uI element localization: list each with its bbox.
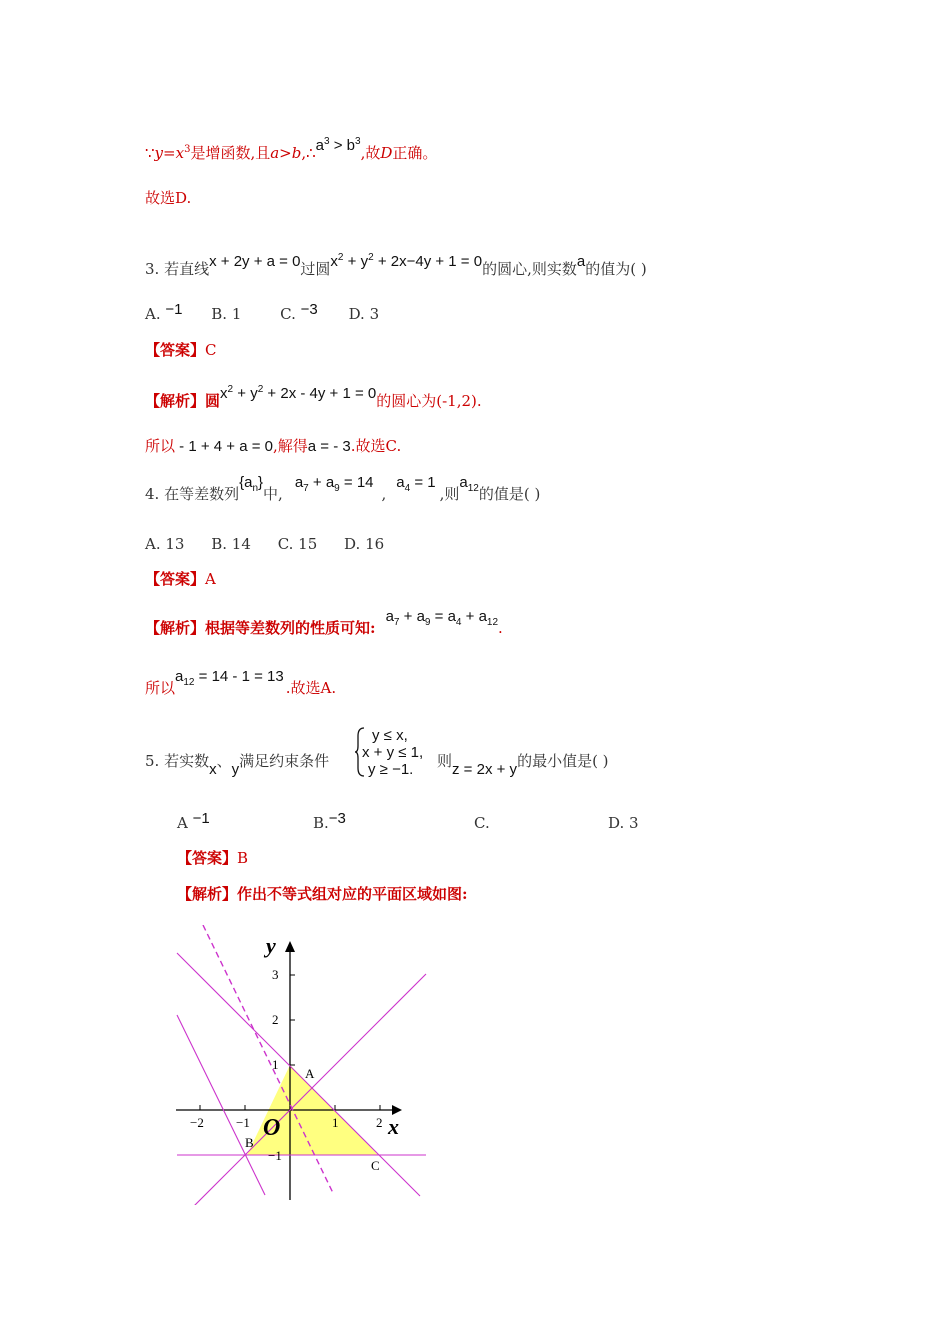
q5-answer <box>177 848 248 868</box>
x-tick-1: −2 <box>190 1115 204 1130</box>
q4-answer-label: 【答案】 <box>145 570 206 588</box>
q4-analysis: 【解析】根据等差数列的性质可知$:a_7 + a_9 = a_4 + a_{12}$. <box>145 608 503 637</box>
q4-stem-a: 4. 在等差数列 <box>145 485 240 503</box>
x-tick-4: 2 <box>376 1115 383 1130</box>
q5-objective: z = 2x + y <box>452 761 518 778</box>
x-tick-2: −1 <box>236 1115 250 1130</box>
q5-constraint-2: x + y ≤ 1, <box>362 744 424 761</box>
q3-answer-label: 【答案】 <box>145 341 206 359</box>
q3-stem-d: 的值为( ) <box>585 260 647 278</box>
q4-cond1: a <box>294 474 304 491</box>
q3-conclusion <box>145 436 401 457</box>
q5-analysis <box>177 884 468 904</box>
q5-option-b[interactable]: B.−3 <box>313 810 346 832</box>
q5-stem-a: 5. 若实数 <box>145 752 210 770</box>
prev-solution-line <box>145 136 438 164</box>
prev-choose: 故选D. <box>145 189 192 207</box>
y-tick-1: 3 <box>272 967 279 982</box>
q4-option-b[interactable]: B. 14 <box>211 535 251 553</box>
conclusion-pre: ,故 <box>360 144 381 162</box>
b3-exp: 3 <box>355 136 361 147</box>
q5-analysis-label: 【解析】 <box>177 885 238 903</box>
q5-stem-left: 5. 若实数x、y满足约束条件 <box>145 752 330 778</box>
q3-stem-c: 的圆心,则实数 <box>482 260 577 278</box>
q5-answer-label: 【答案】 <box>177 849 238 867</box>
y-tick-3: 1 <box>272 1057 279 1072</box>
q5-stem-right <box>437 751 609 778</box>
point-c-label: C <box>371 1158 380 1173</box>
q3-option-a[interactable]: A. −1 <box>145 301 183 323</box>
q3-stem-b: 过圆 <box>300 260 331 278</box>
q3-analysis-label: 【解析】 <box>145 392 206 410</box>
q4-option-c[interactable]: C. 15 <box>277 535 318 553</box>
q3-so-result: a = - 3 <box>307 438 351 455</box>
q3-so-b: ,解得 <box>273 437 308 455</box>
q5-stem-d: 的最小值是( ) <box>517 752 609 770</box>
increasing-text: 是增函数,且 <box>190 144 271 162</box>
y-axis-arrow-icon <box>285 941 295 952</box>
q3-analysis-b: 的圆心为(-1,2). <box>376 392 482 410</box>
q4-stem-c: ,则 <box>439 485 460 503</box>
q3-line-equation: x + 2y + a = 0 <box>209 253 301 270</box>
q5-option-a[interactable]: A −1 <box>177 810 210 832</box>
a3: a <box>315 137 324 154</box>
q3-var-a: a <box>576 253 586 270</box>
q3-analysis-circle: + 2x - 4y + 1 = 0 <box>263 385 377 402</box>
cubic-function: y=x <box>154 144 185 162</box>
q4-analysis-a: 根据等差数列的性质可知: <box>205 619 376 637</box>
q3-analysis: 【解析】圆$x^2 + y^2 + 2x - 4y + 1 = 0$的圆心为(-1,2). <box>145 384 482 410</box>
q3-circle-rest: + 2x−4y + 1 = 0 <box>373 253 483 270</box>
y-tick-4: −1 <box>268 1148 282 1163</box>
q3-option-d[interactable]: D. 3 <box>348 305 380 323</box>
q3-circle-x: x <box>330 253 338 270</box>
q4-prop: = a <box>430 608 456 625</box>
q3-answer-value: C <box>205 341 217 359</box>
line-x-plus-y-eq-1 <box>177 953 420 1196</box>
q4-answer-value: A <box>205 570 216 588</box>
q5-option-c[interactable]: C. <box>474 814 490 832</box>
q4-option-a[interactable]: A. 13 <box>145 535 185 553</box>
q5-answer-value: B <box>237 849 249 867</box>
q3-circle-mid: + y <box>343 253 369 270</box>
q4-conclusion: 所以$a_{12} = 14 - 1 = 13$.故选A. <box>145 668 337 697</box>
cube-exponent: 3 <box>184 144 191 155</box>
q4-so-rest: = 14 - 1 = 13 <box>194 668 284 685</box>
q5-option-d[interactable]: D. 3 <box>608 814 639 832</box>
q4-analysis-label: 【解析】 <box>145 619 206 637</box>
a-greater-b: a>b <box>270 144 302 162</box>
q4-stem: 4. 在等差数列$\{a_n\}$中$,a_7 + a_9 = 14,a_4 = 1$,则$a_{12}$的值是( ) <box>145 474 541 503</box>
q5-constraint-3: y ≥ −1. <box>368 761 414 778</box>
q4-so-b: .故选A. <box>285 679 337 697</box>
because-symbol: ∵ <box>145 144 155 162</box>
q3-answer <box>145 340 217 360</box>
q4-options <box>145 534 384 554</box>
q5-var-x: x <box>209 761 217 778</box>
line-z-through-b <box>177 1015 265 1195</box>
q5-stem-c: 则 <box>437 752 453 770</box>
q4-dot: . <box>498 619 503 637</box>
q4-stem-d: 的值是( ) <box>478 485 541 503</box>
feasible-region-graph <box>170 925 440 1205</box>
q3-stem-a: 3. 若直线 <box>145 260 210 278</box>
y-axis-label: y <box>266 933 276 958</box>
q4-stem-b: 中, <box>263 485 283 503</box>
q5-analysis-text: 作出不等式组对应的平面区域如图: <box>237 885 468 903</box>
q3-so-eq: - 1 + 4 + a = 0 <box>175 438 273 455</box>
q4-sequence: {a <box>239 474 253 491</box>
point-b-label: B <box>245 1135 254 1150</box>
q5-constraints <box>362 727 423 778</box>
q3-option-b[interactable]: B. 1 <box>211 305 242 323</box>
y-tick-2: 2 <box>272 1012 279 1027</box>
q3-options <box>145 301 380 325</box>
q4-cond2: a <box>396 474 405 491</box>
origin-label: O <box>263 1115 281 1141</box>
gt-b3: > b <box>329 137 355 154</box>
q3-so-a: 所以 <box>145 437 176 455</box>
therefore-symbol: ,∴ <box>301 144 316 162</box>
x-tick-3: 1 <box>332 1115 339 1130</box>
q5-var-y: y <box>231 761 240 778</box>
q4-comma: , <box>381 485 387 503</box>
a3-exp: 3 <box>324 136 330 147</box>
x-axis-label: x <box>388 1114 399 1139</box>
q5-stem-b: 满足约束条件 <box>239 752 330 770</box>
point-a-label: A <box>305 1066 315 1081</box>
q4-answer <box>145 569 216 589</box>
q3-option-c[interactable]: C. −3 <box>280 301 318 323</box>
q5-constraint-1: y ≤ x, <box>372 727 408 744</box>
q4-option-d[interactable]: D. 16 <box>344 535 385 553</box>
q4-so-a: 所以 <box>145 679 176 697</box>
q3-stem: 3. 若直线x + 2y + a = 0过圆$x^2 + y^2 + 2x-4y + 1 = 0$的圆心,则实数a的值为( ) <box>145 252 647 278</box>
option-d-ref: D <box>380 144 393 162</box>
q3-so-c: .故选C. <box>350 437 402 455</box>
conclusion-post: 正确。 <box>392 144 438 162</box>
q3-analysis-a: 圆 <box>205 392 221 410</box>
q4-target: a <box>459 474 468 491</box>
